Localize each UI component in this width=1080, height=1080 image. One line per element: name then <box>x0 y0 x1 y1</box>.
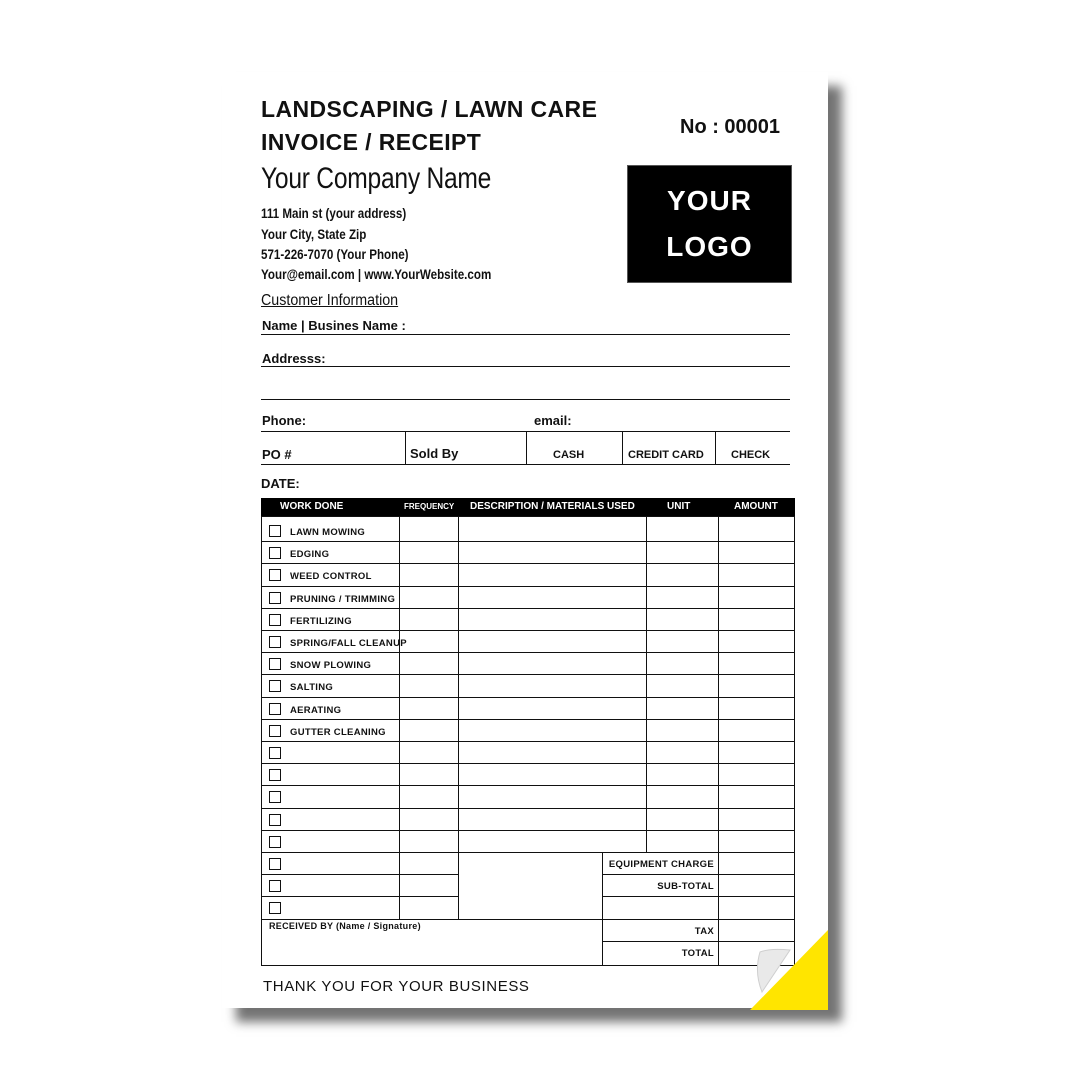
logo-placeholder <box>627 165 792 283</box>
totals-row-divider <box>602 896 794 897</box>
work-checkbox[interactable] <box>269 725 281 737</box>
customer-info-heading: Customer Information <box>261 292 399 309</box>
column-divider <box>718 517 719 965</box>
date-label: DATE: <box>261 476 300 491</box>
work-checkbox[interactable] <box>269 858 281 870</box>
phone-label: Phone: <box>262 413 307 428</box>
address-line: 571-226-7070 (Your Phone) <box>261 247 409 262</box>
work-item-label: GUTTER CLEANING <box>290 726 386 738</box>
table-row <box>262 808 399 830</box>
table-row <box>262 697 399 719</box>
header-unit: UNIT <box>667 501 691 512</box>
work-checkbox[interactable] <box>269 703 281 715</box>
work-checkbox[interactable] <box>269 547 281 559</box>
thank-you-note: THANK YOU FOR YOUR BUSINESS <box>263 978 530 995</box>
work-checkbox[interactable] <box>269 614 281 626</box>
totals-row-divider <box>602 919 794 920</box>
divider <box>526 432 527 464</box>
work-checkbox[interactable] <box>269 747 281 759</box>
table-row <box>262 741 399 763</box>
work-checkbox[interactable] <box>269 880 281 892</box>
tax-label: TAX <box>694 925 714 937</box>
table-row <box>262 541 399 563</box>
work-checkbox[interactable] <box>269 769 281 781</box>
work-checkbox[interactable] <box>269 791 281 803</box>
table-row <box>262 719 399 741</box>
check-option[interactable]: CHECK <box>731 449 771 461</box>
address-line: Your City, State Zip <box>261 227 367 242</box>
table-row <box>262 608 399 630</box>
name-label: Name | Busines Name : <box>262 318 406 333</box>
header-frequency: FREQUENCY <box>404 502 455 511</box>
invoice-sheet <box>222 72 828 1008</box>
equipment-charge-label: EQUIPMENT CHARGE <box>608 859 714 870</box>
work-checkbox[interactable] <box>269 658 281 670</box>
sold-by-label: Sold By <box>410 446 459 461</box>
work-checkbox[interactable] <box>269 836 281 848</box>
column-divider <box>458 517 459 919</box>
work-item-label: FERTILIZING <box>290 615 352 627</box>
work-item-label: AERATING <box>290 704 342 716</box>
header-amount: AMOUNT <box>734 501 778 512</box>
received-by-divider <box>262 919 602 920</box>
divider <box>715 432 716 464</box>
work-checkbox[interactable] <box>269 902 281 914</box>
cash-option[interactable]: CASH <box>553 449 585 461</box>
email-label: email: <box>534 413 572 428</box>
name-field-line[interactable] <box>261 334 790 335</box>
credit-card-option[interactable]: CREDIT CARD <box>628 449 704 461</box>
work-item-label: SALTING <box>290 682 334 694</box>
total-label: TOTAL <box>681 947 714 959</box>
table-row <box>262 763 399 785</box>
table-row <box>262 563 399 585</box>
table-row <box>262 674 399 696</box>
logo-text-line1: YOUR <box>667 185 752 216</box>
work-item-label: SPRING/FALL CLEANUP <box>290 638 407 649</box>
work-item-label: SNOW PLOWING <box>290 660 372 672</box>
invoice-title-line2: INVOICE / RECEIPT <box>261 129 482 155</box>
table-row <box>262 785 399 807</box>
totals-row-divider <box>602 874 794 875</box>
work-checkbox[interactable] <box>269 814 281 826</box>
address-label: Addresss: <box>262 351 326 366</box>
address-line: 111 Main st (your address) <box>261 206 407 221</box>
work-checkbox[interactable] <box>269 569 281 581</box>
address-line: Your@email.com | www.YourWebsite.com <box>261 267 492 282</box>
subtotal-label: SUB-TOTAL <box>657 881 714 893</box>
table-row <box>262 630 407 652</box>
payment-row-line <box>261 464 790 465</box>
work-item-label: EDGING <box>290 549 330 561</box>
work-item-label: LAWN MOWING <box>290 527 366 538</box>
invoice-number: No : 00001 <box>680 116 781 138</box>
address-field-line-2[interactable] <box>261 399 790 400</box>
work-item-label: WEED CONTROL <box>290 571 372 583</box>
table-row <box>262 586 399 608</box>
table-row <box>262 652 399 674</box>
column-divider <box>399 517 400 919</box>
table-row <box>262 874 399 896</box>
carbon-copy-corner <box>750 930 830 1010</box>
work-checkbox[interactable] <box>269 636 281 648</box>
company-name: Your Company Name <box>261 162 492 195</box>
work-table-header <box>261 498 795 516</box>
work-checkbox[interactable] <box>269 525 281 537</box>
column-divider <box>646 517 647 852</box>
invoice-title-line1: LANDSCAPING / LAWN CARE <box>261 96 598 122</box>
received-by-label: RECEIVED BY (Name / Signature) <box>269 920 421 931</box>
po-label: PO # <box>262 447 292 462</box>
header-description: DESCRIPTION / MATERIALS USED <box>470 501 635 512</box>
header-work-done: WORK DONE <box>280 501 344 512</box>
table-row <box>262 830 399 852</box>
work-checkbox[interactable] <box>269 680 281 692</box>
work-table <box>261 516 795 966</box>
work-checkbox[interactable] <box>269 592 281 604</box>
address-field-line[interactable] <box>261 366 790 367</box>
table-row <box>262 852 399 874</box>
table-row <box>262 519 399 541</box>
logo-text-line2: LOGO <box>666 231 753 262</box>
work-item-label: PRUNING / TRIMMING <box>290 593 396 605</box>
table-row <box>262 896 399 918</box>
divider <box>622 432 623 464</box>
divider <box>405 432 406 464</box>
